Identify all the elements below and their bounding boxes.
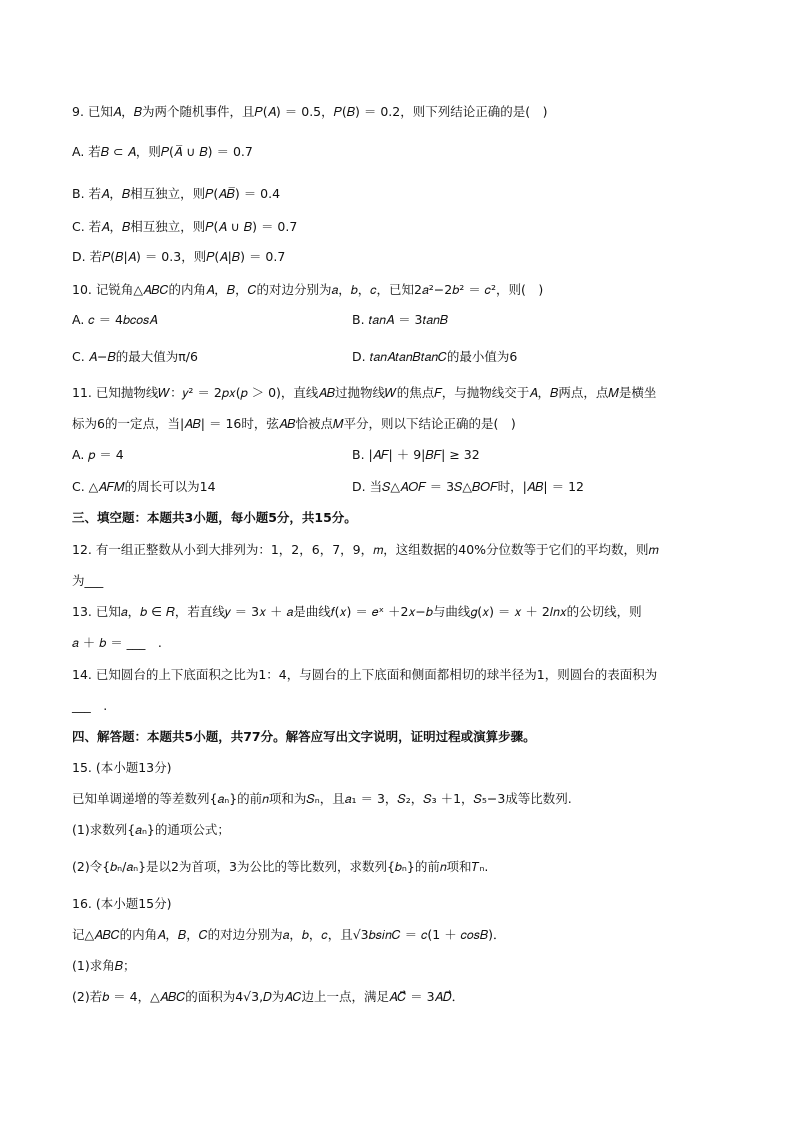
q15-part1: (1)求数列{𝑎ₙ}的通项公式； bbox=[72, 822, 230, 837]
q12-line1: 12. 有一组正整数从小到大排列为：1，2，6，7，9，𝑚，这组数据的40%分位数等于它们的平均数，则𝑚 bbox=[72, 542, 659, 557]
q10-option-a: A. 𝑐 ＝ 4𝑏𝑐𝑜𝑠𝐴 bbox=[72, 312, 158, 327]
q9-option-d: D. 若𝑃(𝐵|𝐴) ＝ 0.3，则𝑃(𝐴|𝐵) ＝ 0.7 bbox=[72, 249, 286, 264]
q11-stem-line2: 标为6的一定点，当|𝐴𝐵| ＝ 16时，弦𝐴𝐵恰被点𝑀平分，则以下结论正确的是( ) bbox=[72, 416, 516, 431]
q11-option-d: D. 当𝑆△𝐴𝑂𝐹 ＝ 3𝑆△𝐵𝑂𝐹时，|𝐴𝐵| ＝ 12 bbox=[352, 479, 584, 494]
q15-part2: (2)令{𝑏ₙ/𝑎ₙ}是以2为首项，3为公比的等比数列，求数列{𝑏ₙ}的前𝑛项和𝑇ₙ. bbox=[72, 859, 489, 874]
q12-line2: 为___ bbox=[72, 573, 104, 588]
q9-option-c: C. 若𝐴，𝐵相互独立，则𝑃(𝐴 ∪ 𝐵) ＝ 0.7 bbox=[72, 219, 298, 234]
q11-option-c: C. △𝐴𝐹𝑀的周长可以为14 bbox=[72, 479, 216, 494]
section-4-heading: 四、解答题：本题共5小题，共77分。解答应写出文字说明，证明过程或演算步骤。 bbox=[72, 729, 536, 744]
q10-option-c: C. 𝐴−𝐵的最大值为π/6 bbox=[72, 349, 198, 364]
q15-heading: 15. (本小题13分) bbox=[72, 760, 172, 775]
q11-stem-line1: 11. 已知抛物线𝑊：𝑦² ＝ 2𝑝𝑥(𝑝 ＞ 0)，直线𝐴𝐵过抛物线𝑊的焦点𝐹，与抛物线交于𝐴，𝐵两点，点𝑀是横坐 bbox=[72, 385, 657, 400]
q14-line2: ___ . bbox=[72, 698, 108, 713]
q9-stem: 9. 已知𝐴，𝐵为两个随机事件，且𝑃(𝐴) ＝ 0.5，𝑃(𝐵) ＝ 0.2，则下列结论正确的是( ) bbox=[72, 104, 548, 119]
section-3-heading: 三、填空题：本题共3小题，每小题5分，共15分。 bbox=[72, 510, 357, 525]
q10-stem: 10. 记锐角△𝐴𝐵𝐶的内角𝐴，𝐵，𝐶的对边分别为𝑎，𝑏，𝑐，已知2𝑎²−2𝑏² ＝ 𝑐²，则( ) bbox=[72, 282, 544, 297]
q16-part1: (1)求角𝐵； bbox=[72, 958, 136, 973]
q11-option-b: B. |𝐴𝐹| ＋ 9|𝐵𝐹| ≥ 32 bbox=[352, 447, 480, 462]
q11-option-a: A. 𝑝 ＝ 4 bbox=[72, 447, 124, 462]
q16-stem: 记△𝐴𝐵𝐶的内角𝐴，𝐵，𝐶的对边分别为𝑎，𝑏，𝑐，且√3𝑏𝑠𝑖𝑛𝐶 ＝ 𝑐(1 ＋ 𝑐𝑜𝑠𝐵)． bbox=[72, 927, 506, 942]
q9-option-b: B. 若𝐴，𝐵相互独立，则𝑃(𝐴𝐵̅) ＝ 0.4 bbox=[72, 186, 281, 201]
q13-line2: 𝑎 ＋ 𝑏 ＝ ___ . bbox=[72, 635, 162, 650]
q16-part2: (2)若𝑏 ＝ 4，△𝐴𝐵𝐶的面积为4√3,𝐷为𝐴𝐶边上一点，满足𝐴𝐶⃗ ＝ 3𝐴𝐷⃗． bbox=[72, 989, 465, 1004]
q16-heading: 16. (本小题15分) bbox=[72, 896, 172, 911]
q15-stem: 已知单调递增的等差数列{𝑎ₙ}的前𝑛项和为𝑆ₙ，且𝑎₁ ＝ 3，𝑆₂，𝑆₃ ＋1，𝑆₅−3成等比数列. bbox=[72, 791, 572, 806]
q14-line1: 14. 已知圆台的上下底面积之比为1：4，与圆台的上下底面和侧面都相切的球半径为1，则圆台的表面积为 bbox=[72, 667, 658, 682]
q10-option-b: B. 𝑡𝑎𝑛𝐴 ＝ 3𝑡𝑎𝑛𝐵 bbox=[352, 312, 449, 327]
q9-option-a: A. 若𝐵 ⊂ 𝐴，则𝑃(𝐴̅ ∪ 𝐵) ＝ 0.7 bbox=[72, 144, 253, 159]
q10-option-d: D. 𝑡𝑎𝑛𝐴𝑡𝑎𝑛𝐵𝑡𝑎𝑛𝐶的最小值为6 bbox=[352, 349, 518, 364]
q13-line1: 13. 已知𝑎，𝑏 ∈ 𝑅，若直线𝑦 ＝ 3𝑥 ＋ 𝑎是曲线𝑓(𝑥) ＝ 𝑒ˣ ＋2𝑥−𝑏与曲线𝑔(𝑥) ＝ 𝑥 ＋ 2𝑙𝑛𝑥的公切线，则 bbox=[72, 604, 642, 619]
